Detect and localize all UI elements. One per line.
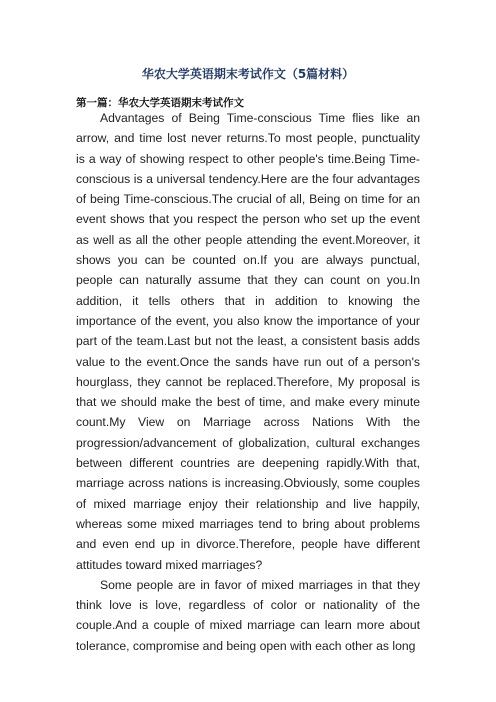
paragraph-1: Advantages of Being Time-conscious Time flies like an arrow, and time lost never returns.To most people, punctuality is a way of showing respect to other people's time.Being Time-conscious is a universal tendency.Here are the four advantages of being Time-conscious.The crucial of all, Being on time for an event shows that you respect the person who set up the event as well as all the other people attending the event.Moreover, it shows you can be counted on.If you are always punctual, people can naturally assume that they can count on you.In addition, it tells others that in addition to knowing the importance of the event, you also know the importance of your part of the team.Last but not the least, a consistent basis adds value to the event.Once the sands have run out of a person's hourglass, they cannot be replaced.Therefore, My proposal is that we should make the best of time, and make every minute count.My View on Marriage across Nations With the progression/advancement of globalization, cultural exchanges between different countries are deepening rapidly.With that, marriage across nations is increasing.Obviously, some couples of mixed marriage enjoy their relationship and live happily, whereas some mixed marriages tend to bring about problems and even end up in divorce.Therefore, people have different attitudes toward mixed marriages?: [76, 111, 420, 572]
paragraph-2: Some people are in favor of mixed marriages in that they think love is love, regardless of color or nationality of the couple.And a couple of mixed marriage can learn more about tolerance, compromise and being open with each other as long: [76, 577, 420, 653]
document-body: [76, 108, 420, 656]
document-title: 华农大学英语期末考试作文（5篇材料）: [141, 67, 355, 81]
section-heading: 第一篇：华农大学英语期末考试作文: [76, 97, 244, 109]
